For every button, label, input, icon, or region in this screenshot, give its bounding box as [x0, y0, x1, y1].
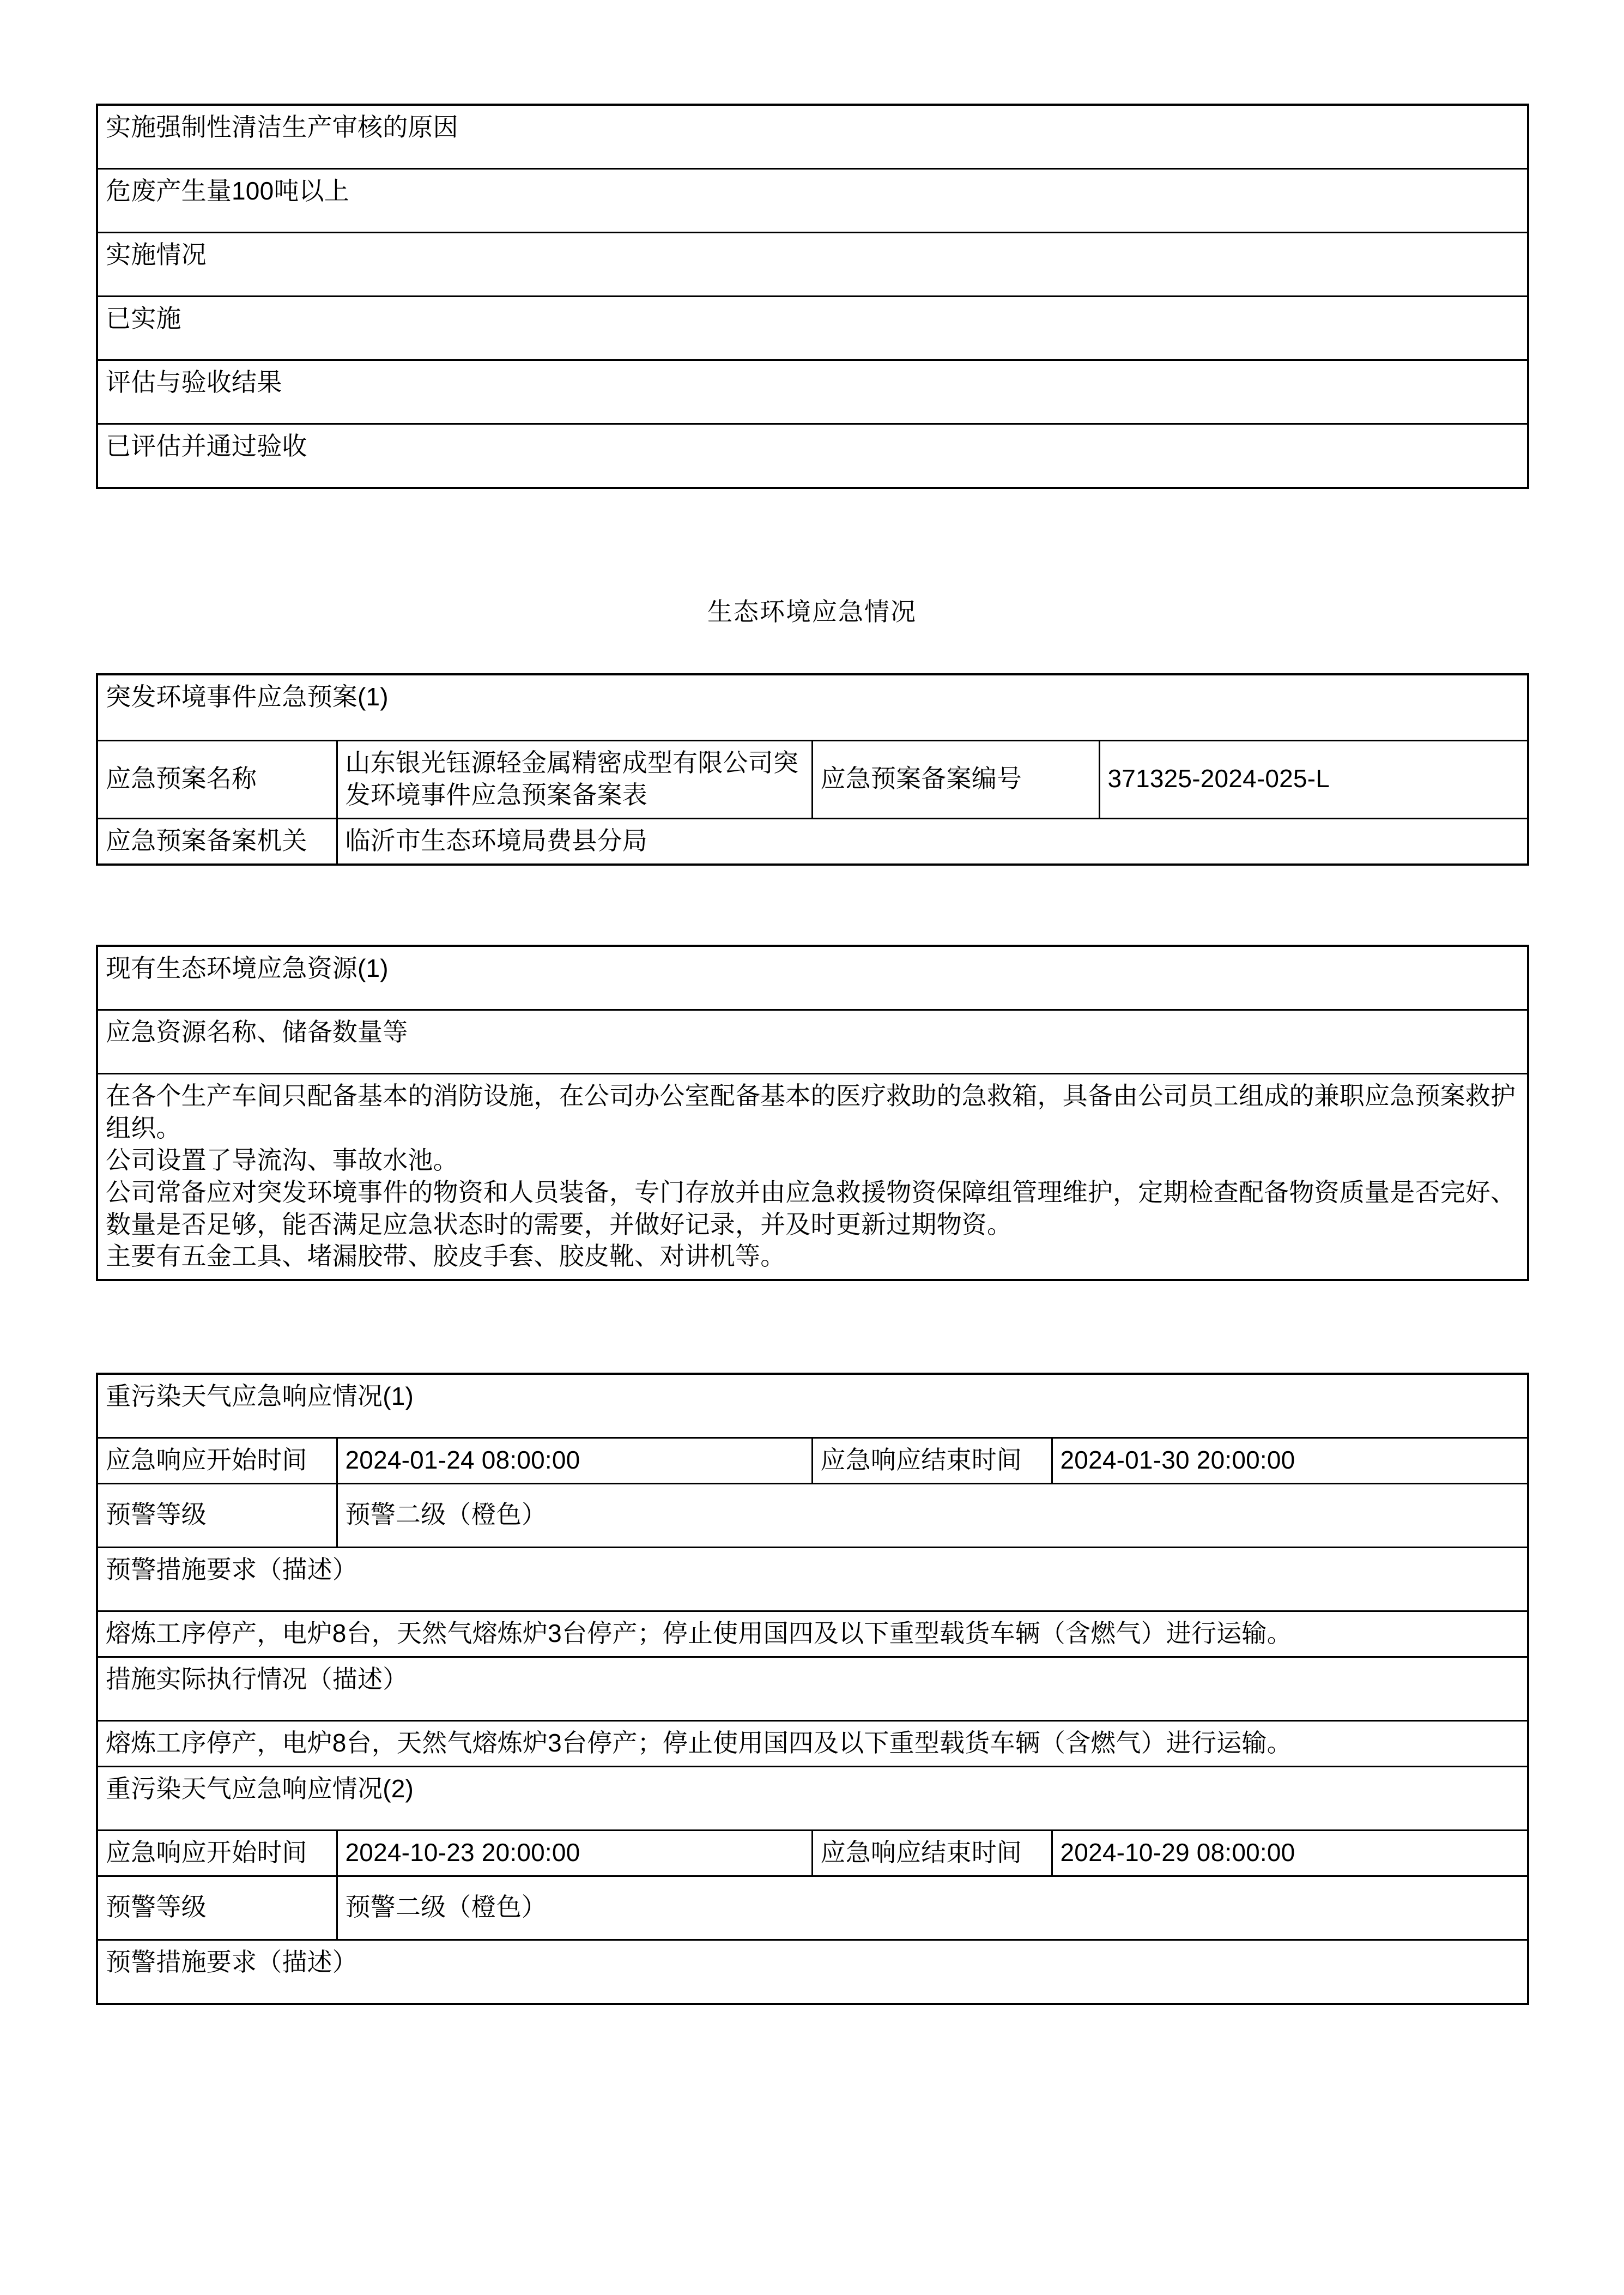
- table-row: [97, 360, 1528, 424]
- cleaner-production-reason-value: 危废产生量100吨以上: [97, 169, 1528, 233]
- table-row: [97, 1547, 1528, 1611]
- table-row: [97, 1830, 1528, 1876]
- heavy-pollution-group-header-2: 重污染天气应急响应情况(2): [97, 1766, 1528, 1830]
- response-end-time-value-1: 2024-01-30 20:00:00: [1052, 1438, 1528, 1484]
- table-row: [97, 297, 1528, 360]
- assessment-result-label: 评估与验收结果: [97, 360, 1528, 424]
- table-row: [97, 1876, 1528, 1940]
- plan-name-value: 山东银光钰源轻金属精密成型有限公司突发环境事件应急预案备案表: [337, 741, 812, 819]
- table-row: [97, 169, 1528, 233]
- response-start-time-value-2: 2024-10-23 20:00:00: [337, 1830, 812, 1876]
- table-row: [97, 946, 1528, 1010]
- emergency-resource-name-label: 应急资源名称、储备数量等: [97, 1010, 1528, 1074]
- response-end-time-label-1: 应急响应结束时间: [812, 1438, 1052, 1484]
- heavy-pollution-group-header-1: 重污染天气应急响应情况(1): [97, 1374, 1528, 1438]
- warning-level-value-1: 预警二级（橙色）: [337, 1483, 1528, 1547]
- table-row: [97, 1483, 1528, 1547]
- resource-paragraph: 公司设置了导流沟、事故水池。: [106, 1145, 458, 1174]
- measure-execution-value-1: 熔炼工序停产，电炉8台，天然气熔炼炉3台停产；停止使用国四及以下重型载货车辆（含燃气）进行运输。: [97, 1720, 1528, 1766]
- table-row: [97, 1657, 1528, 1720]
- response-start-time-label-2: 应急响应开始时间: [97, 1830, 337, 1876]
- emergency-plan-table: [96, 673, 1529, 866]
- measure-requirement-label-2: 预警措施要求（描述）: [97, 1940, 1528, 2004]
- assessment-result-value: 已评估并通过验收: [97, 424, 1528, 488]
- emergency-resources-table: [96, 945, 1529, 1281]
- table-row: [97, 674, 1528, 741]
- record-authority-label: 应急预案备案机关: [97, 818, 337, 864]
- measure-requirement-value-1: 熔炼工序停产，电炉8台，天然气熔炼炉3台停产；停止使用国四及以下重型载货车辆（含燃气）进行运输。: [97, 1611, 1528, 1657]
- table-row: [97, 1074, 1528, 1281]
- table-row: [97, 1766, 1528, 1830]
- implementation-status-label: 实施情况: [97, 233, 1528, 297]
- cleaner-production-table: [96, 104, 1529, 489]
- warning-level-label-1: 预警等级: [97, 1483, 337, 1547]
- measure-execution-label-1: 措施实际执行情况（描述）: [97, 1657, 1528, 1720]
- record-number-label: 应急预案备案编号: [812, 741, 1099, 819]
- emergency-resources-group-header: 现有生态环境应急资源(1): [97, 946, 1528, 1010]
- warning-level-value-2: 预警二级（橙色）: [337, 1876, 1528, 1940]
- record-authority-value: 临沂市生态环境局费县分局: [337, 818, 1528, 864]
- emergency-plan-group-header: 突发环境事件应急预案(1): [97, 674, 1528, 741]
- table-row: [97, 1720, 1528, 1766]
- section-title-eco-emergency: 生态环境应急情况: [707, 597, 917, 626]
- table-row: [97, 105, 1528, 169]
- plan-name-label: 应急预案名称: [97, 741, 337, 819]
- response-start-time-value-1: 2024-01-24 08:00:00: [337, 1438, 812, 1484]
- response-start-time-label-1: 应急响应开始时间: [97, 1438, 337, 1484]
- table-row: [97, 424, 1528, 488]
- table-row: [97, 1940, 1528, 2004]
- table-row: [97, 1611, 1528, 1657]
- resource-paragraph: 主要有五金工具、堵漏胶带、胶皮手套、胶皮靴、对讲机等。: [106, 1242, 786, 1271]
- table-row: [97, 233, 1528, 297]
- measure-requirement-label-1: 预警措施要求（描述）: [97, 1547, 1528, 1611]
- implementation-status-value: 已实施: [97, 297, 1528, 360]
- heavy-pollution-response-table: [96, 1373, 1529, 2005]
- resource-paragraph: 公司常备应对突发环境事件的物资和人员装备，专门存放并由应急救援物资保障组管理维护，定期检查配备物资质量是否完好、数量是否足够，能否满足应急状态时的需要，并做好记录，并及时更新过期物资。: [106, 1177, 1516, 1239]
- response-end-time-label-2: 应急响应结束时间: [812, 1830, 1052, 1876]
- table-row: [97, 818, 1528, 864]
- resource-paragraph: 在各个生产车间只配备基本的消防设施，在公司办公室配备基本的医疗救助的急救箱，具备由公司员工组成的兼职应急预案救护组织。: [106, 1082, 1516, 1142]
- table-row: [97, 741, 1528, 819]
- cleaner-production-reason-label: 实施强制性清洁生产审核的原因: [97, 105, 1528, 169]
- table-row: [97, 1438, 1528, 1484]
- record-number-value: 371325-2024-025-L: [1099, 741, 1528, 819]
- table-row: [97, 1010, 1528, 1074]
- response-end-time-value-2: 2024-10-29 08:00:00: [1052, 1830, 1528, 1876]
- warning-level-label-2: 预警等级: [97, 1876, 337, 1940]
- emergency-resource-description: [97, 1074, 1528, 1281]
- table-row: [97, 1374, 1528, 1438]
